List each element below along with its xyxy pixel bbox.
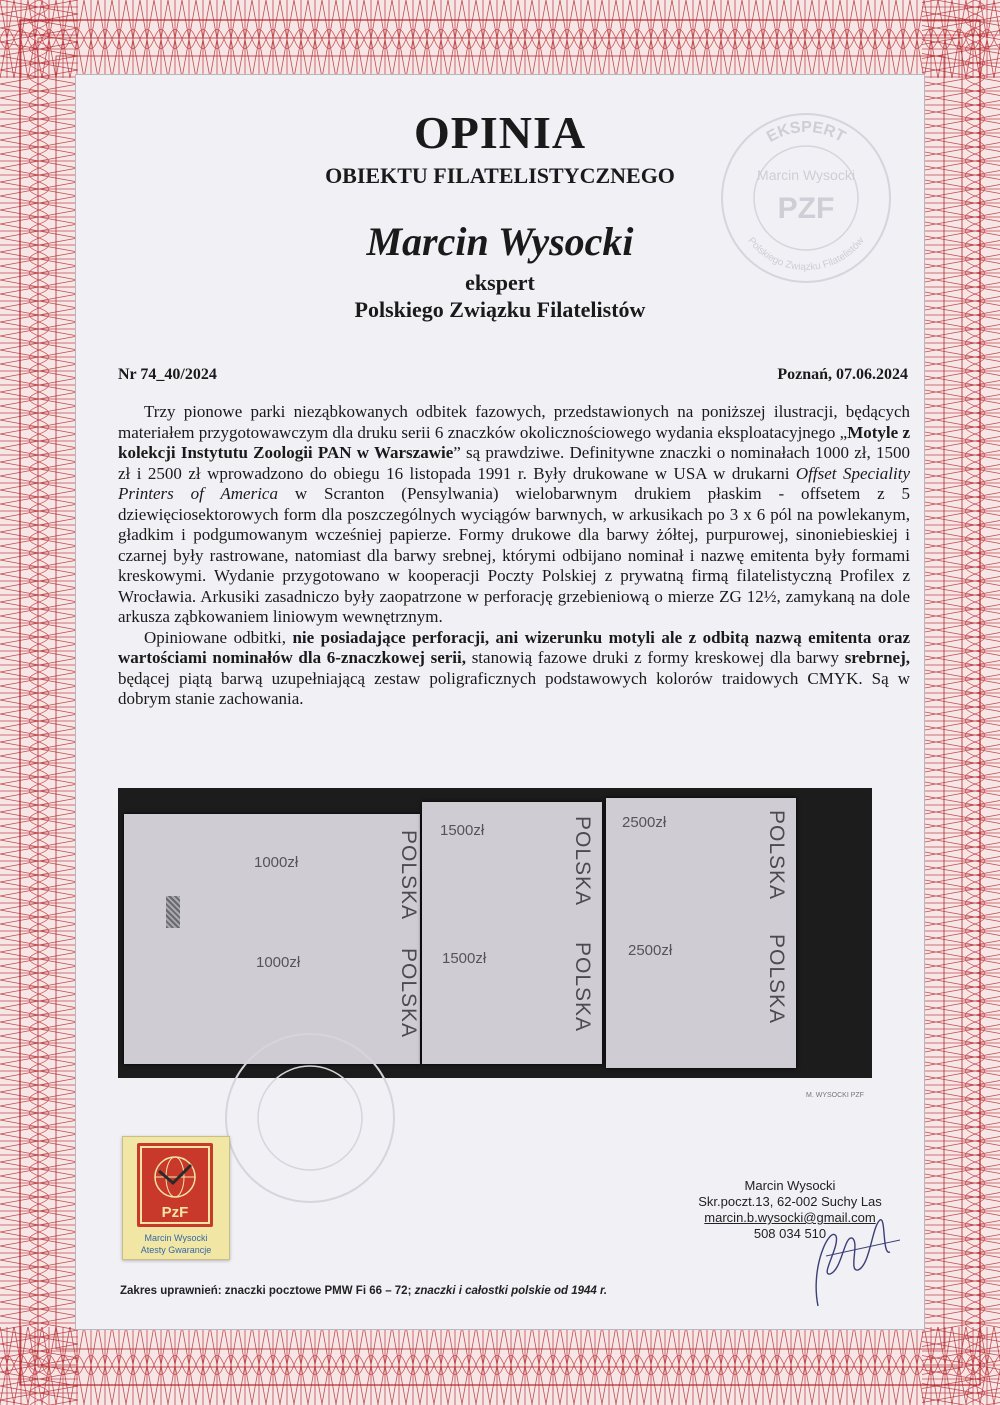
seal-center: PZF xyxy=(777,192,835,225)
opinion-body xyxy=(118,402,910,710)
expert-role: ekspert xyxy=(465,270,535,295)
opinion-paragraph-1 xyxy=(118,402,910,628)
text-segment: srebrnej, xyxy=(844,648,910,667)
globe-icon xyxy=(137,1143,213,1227)
photo-mini-label: M. WYSOCKI PZF xyxy=(806,1092,864,1099)
proof-country-top: POLSKA xyxy=(765,810,788,901)
document-number: Nr 74_40/2024 xyxy=(118,366,217,383)
scope-italic: znaczki i całostki polskie od 1944 r. xyxy=(411,1285,608,1297)
contact-phone: 508 034 510 xyxy=(753,1226,827,1241)
contact-name: Marcin Wysocki xyxy=(744,1178,836,1193)
text-segment: Motyle z kolekcji Instytutu Zoologii PAN w Warszawie xyxy=(118,422,910,462)
text-segment: Offset Speciality Printers of America xyxy=(118,463,910,503)
proof-value-top: 1000zł xyxy=(254,854,299,871)
badge-line-2: Atesty Gwarancje xyxy=(140,1245,212,1255)
pzf-logo xyxy=(137,1143,213,1227)
text-segment: będącej piątą barwą uzupełniającą zestaw poligraficznych podstawowych kolorów traidowych CMYK. Są w dobrym stanie zachowania. xyxy=(118,668,910,708)
scope-label: Zakres uprawnień: znaczki pocztowe PMW Fi 66 – 72; xyxy=(120,1285,412,1297)
text-segment: w Scranton (Pensylwania) wielobarwnym drukiem płaskim - offsetem z 5 dziewięciosektorowych form dla poszczególnych wyciągów barwnych, w arkusikach po 3 x 6 pól na powlekanym, gładkim i podgumowanym wcześniej papierze. Formy drukowe dla barwy żółtej, purpurowej, sinoniebieskiej i czarnej były rastrowane, natomiast dla barwy srebnej, którymi odbijano nominał i nazwę emitenta były formami kreskowymi. Wydanie przygotowano w kooperacji Poczty Polskiej z prywatną firmą filatelistyczną Profilex z Wrocławia. Arkusiki zasadniczo były zaopatrzone w perforację grzebieniową o mierze ZG 12½, zamykaną na dole arkusza ząbkowaniem liniowym wewnętrznym. xyxy=(118,484,910,626)
badge-line-1: Marcin Wysocki xyxy=(144,1233,208,1243)
proof-pair-1 xyxy=(124,814,420,1064)
pzf-logo-text: PzF xyxy=(161,1204,189,1221)
place-and-date: Poznań, 07.06.2024 xyxy=(777,366,908,383)
proof-pair-3 xyxy=(606,798,796,1068)
ink-sample-mark xyxy=(166,896,180,928)
handwritten-signature xyxy=(790,1196,920,1316)
expert-name: Marcin Wysocki xyxy=(366,219,634,264)
contact-address: Skr.poczt.13, 62-002 Suchy Las xyxy=(698,1194,882,1209)
proof-country-bottom: POLSKA xyxy=(397,948,420,1039)
text-segment: Trzy pionowe parki nieząbkowanych odbitek fazowych, przedstawionych na poniższej ilustracji, będących materiałem przygotowawczym dla druku serii 6 znaczków okolicznościowego wydania eksploatacyjnego „ xyxy=(118,402,910,442)
proof-country-bottom: POLSKA xyxy=(571,942,594,1033)
proof-country-top: POLSKA xyxy=(397,830,420,921)
seal-name: Marcin Wysocki xyxy=(757,167,855,183)
proof-value-top: 1500zł xyxy=(440,822,485,839)
proof-value-bottom: 1500zł xyxy=(442,950,487,967)
opinion-paragraph-2 xyxy=(118,628,910,710)
pzf-badge xyxy=(122,1136,230,1260)
page-subtitle: OBIEKTU FILATELISTYCZNEGO xyxy=(325,163,675,188)
embossed-seal-bottom xyxy=(222,1030,398,1206)
proof-value-bottom: 2500zł xyxy=(628,942,673,959)
text-segment: nie posiadające perforacji, ani wizerunku motyli ale z odbitą nazwą emitenta oraz wartościami nominałów dla 6-znaczkowej serii, xyxy=(118,627,910,667)
proof-value-top: 2500zł xyxy=(622,814,667,831)
proof-pair-2 xyxy=(422,802,602,1064)
proof-value-bottom: 1000zł xyxy=(256,954,301,971)
text-segment: stanowią fazowe druki z formy kreskowej dla barwy xyxy=(466,648,845,667)
proof-country-bottom: POLSKA xyxy=(765,934,788,1025)
seal-bottom-text: Polskiego Związku Filatelistów xyxy=(745,235,867,274)
proof-country-top: POLSKA xyxy=(571,816,594,907)
authorization-scope xyxy=(120,1285,607,1297)
text-segment: Opiniowane odbitki, xyxy=(144,627,293,647)
seal-top-text: EKSPERT xyxy=(763,118,849,146)
text-segment: ” są prawdziwe. Definitywne znaczki o nominałach 1000 zł, 1500 zł i 2500 zł wprowadzono do obiegu 16 listopada 1991 r. Były drukowane w USA w drukarni xyxy=(118,443,910,483)
expert-organization: Polskiego Związku Filatelistów xyxy=(354,297,646,322)
contact-email-link[interactable]: marcin.b.wysocki@gmail.com xyxy=(704,1210,876,1225)
page-title: OPINIA xyxy=(413,107,587,158)
